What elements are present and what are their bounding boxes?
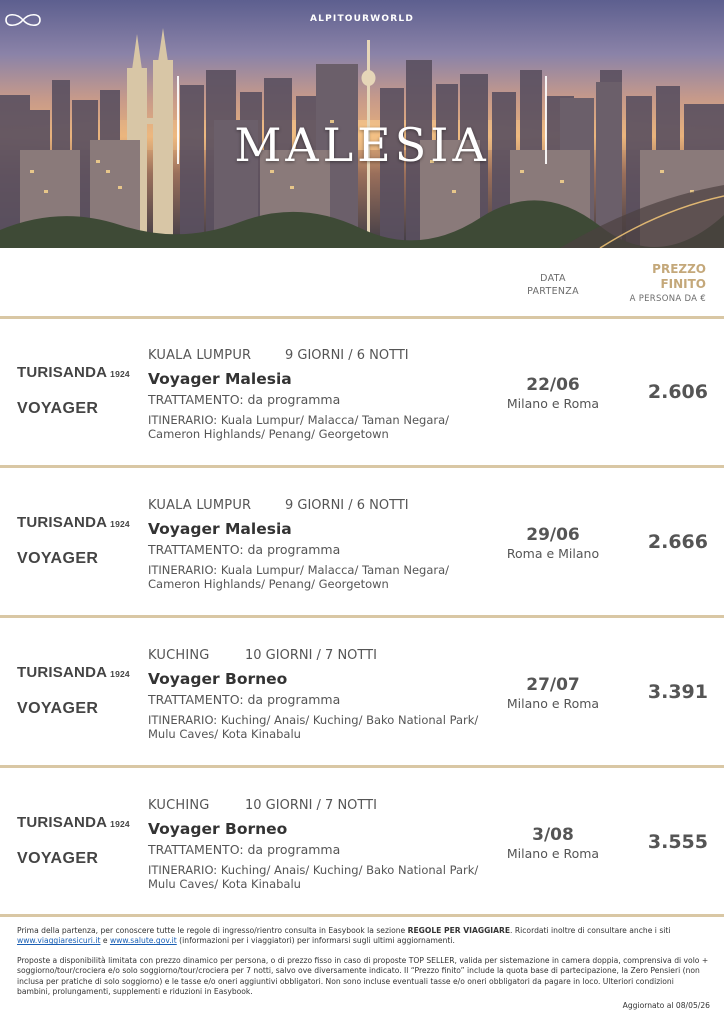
offer-name: Voyager Borneo (148, 670, 288, 688)
offer-price: 2.606 (647, 381, 708, 403)
turisanda-logo: TURISANDA 1924 (17, 664, 130, 681)
column-header-price-line3: A PERSONA DA € (629, 294, 706, 304)
offer-date: 27/07 (526, 675, 580, 695)
offer-itinerary: ITINERARIO: Kuala Lumpur/ Malacca/ Taman Negara/ Cameron Highlands/ Penang/ Georgetown (148, 413, 450, 441)
offer-treatment: TRATTAMENTO: da programma (148, 842, 341, 857)
offer-departure: Milano e Roma (506, 846, 600, 861)
column-header-date (520, 272, 586, 298)
offer-row[interactable] (0, 338, 724, 486)
voyager-logo: VOYAGER (17, 550, 99, 567)
offer-name: Voyager Malesia (148, 520, 292, 538)
offer-duration: 9 GIORNI / 6 NOTTI (285, 348, 409, 363)
offer-city: KUALA LUMPUR (148, 498, 252, 513)
updated-date: Aggiornato al 08/05/26 (622, 1001, 710, 1010)
offer-name: Voyager Malesia (148, 370, 292, 388)
offer-city: KUALA LUMPUR (148, 348, 252, 363)
brand-logo (0, 12, 724, 24)
offer-row[interactable] (0, 488, 724, 636)
offer-itinerary: ITINERARIO: Kuching/ Anais/ Kuching/ Bako National Park/ Mulu Caves/ Kota Kinabalu (148, 863, 479, 891)
offer-price: 2.666 (647, 531, 708, 553)
offer-treatment: TRATTAMENTO: da programma (148, 692, 341, 707)
voyager-logo: VOYAGER (17, 400, 99, 417)
column-header-date-line2: PARTENZA (527, 286, 579, 297)
offer-price: 3.391 (647, 681, 708, 703)
turisanda-logo: TURISANDA 1924 (17, 814, 130, 831)
offer-name: Voyager Borneo (148, 820, 288, 838)
brand-name: ALPITOURWORLD (310, 14, 414, 24)
voyager-logo: VOYAGER (17, 700, 99, 717)
travel-rules-label: REGOLE PER VIAGGIARE (407, 926, 511, 935)
offer-duration: 10 GIORNI / 7 NOTTI (245, 648, 377, 663)
turisanda-logo: TURISANDA 1924 (17, 364, 130, 381)
offer-duration: 10 GIORNI / 7 NOTTI (245, 798, 377, 813)
footer-travel-rules: Prima della partenza, per conoscere tutte le regole di ingresso/rientro consulta in Easybook la sezione REGOLE PER VIAGGIARE. Ricordati inoltre di consultare anche i siti www.viaggiaresicuri.it e www.salute.gov.it (informazioni per i viaggiatori) per informarsi sugli ultimi aggiornamenti. (17, 926, 671, 946)
offer-date: 22/06 (526, 375, 580, 395)
offer-itinerary: ITINERARIO: Kuching/ Anais/ Kuching/ Bako National Park/ Mulu Caves/ Kota Kinabalu (148, 713, 479, 741)
footer-conditions: Proposte a disponibilità limitata con prezzo dinamico per persona, o di prezzo fisso in caso di proposte TOP SELLER, valida per sistemazione in camera doppia, comprensiva di volo + soggiorno/tour/crociera e/o solo soggiorno/tour/crociera per 7 notti, salvo ove diversamente indicato. Il “Prezzo finito” include la quota base di partecipazione, la Zero Pensieri (non inclusa per pratiche di solo soggiorno) e le tasse e/o oneri aggiuntivi obbligatori. Non sono incluse eventuali tasse e/o oneri obbligatori da pagare in loco. Ulteriori condizioni bambini, prolungamenti, supplementi e riduzioni in Easybook. (17, 956, 709, 996)
offer-date: 3/08 (532, 825, 574, 845)
page-title: MALESIA (234, 118, 490, 172)
offer-treatment: TRATTAMENTO: da programma (148, 392, 341, 407)
offer-city: KUCHING (148, 648, 210, 663)
offer-date: 29/06 (526, 525, 580, 545)
offer-departure: Milano e Roma (506, 396, 600, 411)
offer-duration: 9 GIORNI / 6 NOTTI (285, 498, 409, 513)
offer-itinerary: ITINERARIO: Kuala Lumpur/ Malacca/ Taman Negara/ Cameron Highlands/ Penang/ Georgetown (148, 563, 450, 591)
voyager-logo: VOYAGER (17, 850, 99, 867)
offer-city: KUCHING (148, 798, 210, 813)
column-header-price-line1: PREZZO (652, 262, 706, 276)
column-header-price (600, 262, 706, 307)
viaggiaresicuri-link[interactable]: www.viaggiaresicuri.it (17, 936, 101, 946)
row-separator (0, 316, 724, 319)
offer-treatment: TRATTAMENTO: da programma (148, 542, 341, 557)
offer-row[interactable] (0, 788, 724, 936)
infinity-logo-icon (0, 12, 46, 28)
hero-image (0, 0, 724, 248)
column-header-date-line1: DATA (540, 273, 566, 284)
offer-price: 3.555 (647, 831, 708, 853)
offer-departure: Roma e Milano (506, 546, 600, 561)
turisanda-logo: TURISANDA 1924 (17, 514, 130, 531)
salute-link[interactable]: www.salute.gov.it (109, 936, 177, 946)
offer-row[interactable] (0, 638, 724, 786)
offer-departure: Milano e Roma (506, 696, 600, 711)
column-header-price-line2: FINITO (660, 277, 706, 291)
